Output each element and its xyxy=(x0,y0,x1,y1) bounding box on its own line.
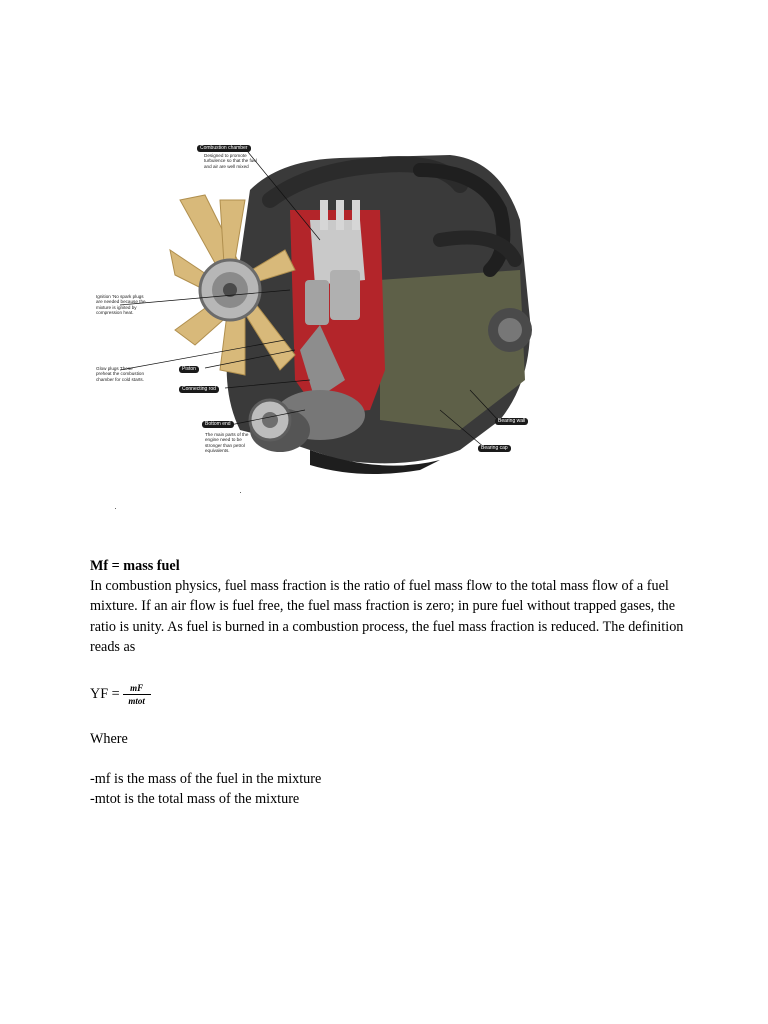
formula-numerator: mF xyxy=(130,682,144,693)
definition-mtot: -mtot is the total mass of the mixture xyxy=(90,791,300,808)
definition-mf: -mf is the mass of the fuel in the mixture xyxy=(90,771,322,788)
note-bottom-end: The main parts of the engine need to be stronger than petrol equivalents. xyxy=(205,432,249,454)
stray-mark xyxy=(115,508,116,509)
label-bottom-end: Bottom end xyxy=(202,421,234,428)
section-heading: Mf = mass fuel xyxy=(90,558,180,574)
formula-lhs: YF = xyxy=(90,685,120,702)
engine-illustration xyxy=(80,130,540,480)
body-paragraph: In combustion physics, fuel mass fraction is the ratio of fuel mass flow to the total mass flow of a fuel mixture. If an air flow is fuel free, the fuel mass fraction is zero; in pure fuel without trapped gases, the ratio is unity. As fuel is burned in a combustion process, the fuel mass fraction is reduced. The definition reads as xyxy=(90,578,684,655)
note-combustion-chamber: Designed to promote turbulence so that the fuel and air are well mixed xyxy=(204,153,257,169)
formula-denominator: mtot xyxy=(128,695,145,706)
note-glow-plugs: Glow plugs These preheat the combustion chamber for cold starts. xyxy=(96,366,145,382)
formula xyxy=(90,677,690,711)
text-body xyxy=(90,556,690,810)
label-bearing-wall: Bearing wall xyxy=(495,418,528,425)
label-connecting-rod: Connecting rod xyxy=(179,386,219,393)
label-piston: Piston xyxy=(179,366,199,373)
note-ignition: Ignition 'No spark plugs are needed because the mixture is ignited by compression heat. xyxy=(96,294,146,316)
label-bearing-cap: Bearing cap xyxy=(478,445,511,452)
label-combustion-chamber: Combustion chamber xyxy=(197,145,251,152)
stray-mark xyxy=(240,492,241,493)
formula-fraction xyxy=(123,682,151,707)
where-label: Where xyxy=(90,731,128,748)
definitions-list xyxy=(90,769,690,809)
